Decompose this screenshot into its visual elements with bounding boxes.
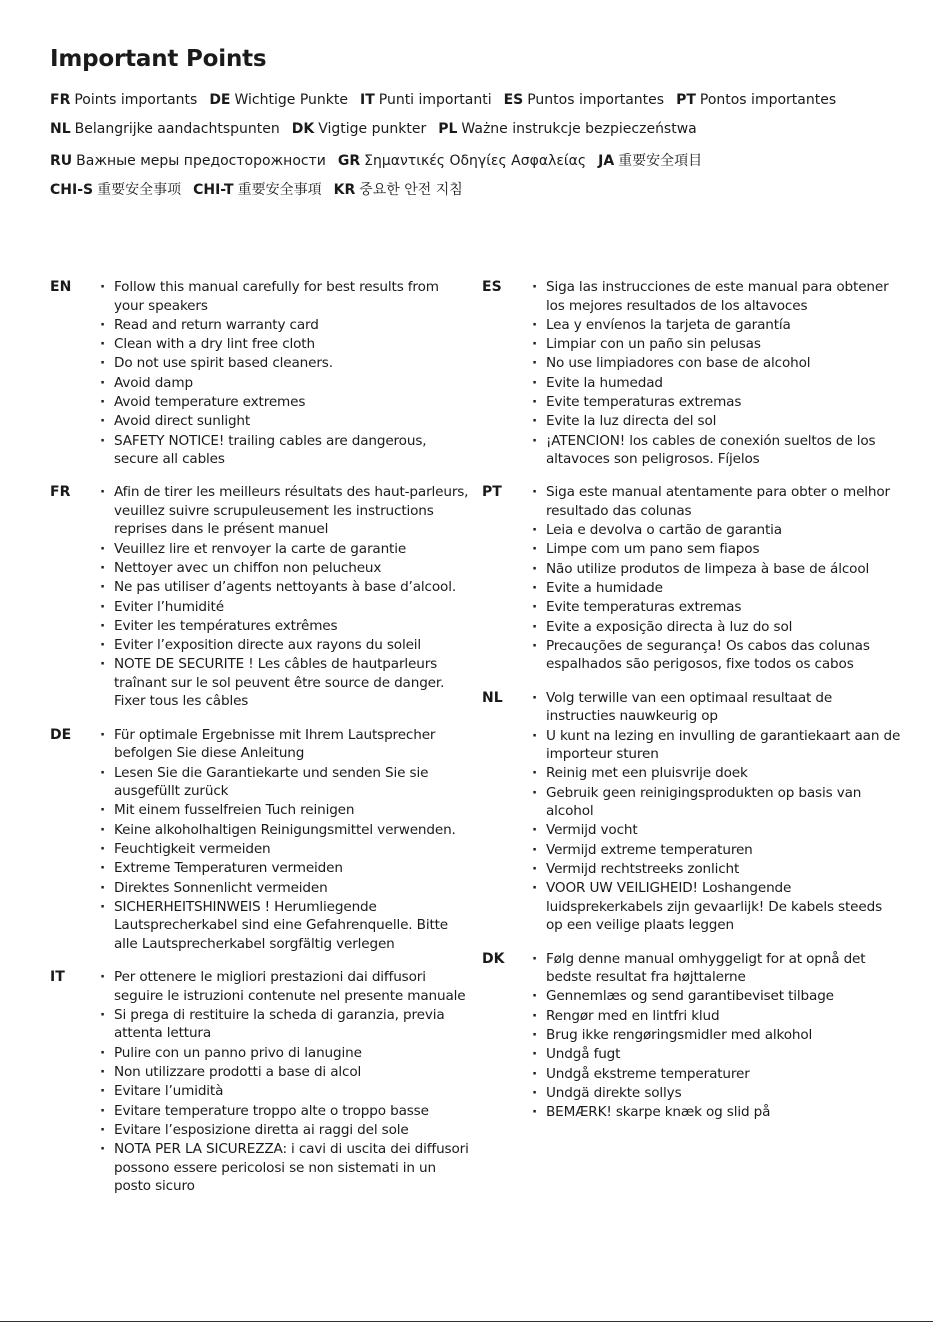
- instruction-item: · Evitare l’umidità: [100, 1082, 470, 1101]
- instruction-item: · Evite a exposição directa à luz do sol: [532, 618, 902, 637]
- language-label: Pontos importantes: [699, 92, 837, 108]
- section-fr: [50, 483, 470, 711]
- instruction-item: · SAFETY NOTICE! trailing cables are dangerous, secure all cables: [100, 432, 470, 469]
- instruction-item: · Avoid direct sunlight: [100, 412, 470, 431]
- instruction-item: · NOTE DE SECURITE ! Les câbles de hautparleurs traînant sur le sol peuvent être source de danger. Fixer tous les câbles: [100, 655, 470, 711]
- section-language-code: PT: [482, 484, 502, 501]
- language-entry: [438, 121, 697, 137]
- instruction-item: · Feuchtigkeit vermeiden: [100, 840, 470, 859]
- language-label: 중요한 안전 지침: [359, 182, 463, 198]
- instruction-list: [100, 726, 470, 954]
- left-column: [50, 278, 470, 1211]
- language-label: Важные меры предосторожности: [76, 153, 326, 169]
- instruction-item: · Lesen Sie die Garantiekarte und senden Sie sie ausgefüllt zurück: [100, 764, 470, 801]
- language-index: [50, 92, 910, 208]
- language-label: Punti importanti: [378, 92, 492, 108]
- language-line: [50, 92, 910, 121]
- section-language-code: DE: [50, 726, 72, 743]
- instruction-list: [532, 278, 902, 469]
- language-label: Σημαντικές Οδηγίες Ασφαλείας: [364, 153, 587, 169]
- language-entry: [193, 182, 322, 198]
- language-code: RU: [50, 153, 73, 169]
- language-code: DE: [209, 92, 231, 108]
- instruction-item: · Evite a humidade: [532, 579, 902, 598]
- instruction-list: [532, 483, 902, 674]
- language-line: [50, 179, 910, 208]
- language-code: FR: [50, 92, 71, 108]
- language-code: PT: [676, 92, 696, 108]
- bottom-rule: [0, 1321, 933, 1322]
- language-entry: [50, 182, 181, 198]
- instruction-item: · Eviter l’exposition directe aux rayons du soleil: [100, 636, 470, 655]
- instruction-item: · Limpe com um pano sem fiapos: [532, 540, 902, 559]
- instruction-item: · SICHERHEITSHINWEIS ! Herumliegende Lautsprecherkabel sind eine Gefahrenquelle. Bitte alle Lautsprecherkabel sorgfältig verlegen: [100, 898, 470, 954]
- language-entry: [360, 92, 492, 108]
- section-language-code: EN: [50, 279, 72, 295]
- language-entry: [292, 121, 426, 137]
- language-label: Vigtige punkter: [318, 121, 427, 137]
- instruction-list: [532, 689, 902, 936]
- instruction-item: · Limpiar con un paño sin pelusas: [532, 335, 902, 354]
- instruction-item: · Für optimale Ergebnisse mit Ihrem Lautsprecher befolgen Sie diese Anleitung: [100, 726, 470, 763]
- instruction-item: · Siga las instrucciones de este manual para obtener los mejores resultados de los altavoces: [532, 278, 902, 315]
- right-column: [482, 278, 902, 1137]
- language-code: ES: [503, 92, 524, 108]
- language-code: GR: [337, 153, 361, 169]
- instruction-item: · Keine alkoholhaltigen Reinigungsmittel verwenden.: [100, 821, 470, 840]
- instruction-item: · Clean with a dry lint free cloth: [100, 335, 470, 354]
- language-code: NL: [50, 121, 71, 137]
- instruction-item: · Undgå ekstreme temperaturer: [532, 1065, 902, 1084]
- language-code: CHI-S: [50, 182, 94, 198]
- instruction-item: · Leia e devolva o cartão de garantia: [532, 521, 902, 540]
- language-label: Wichtige Punkte: [234, 92, 348, 108]
- section-language-code: IT: [50, 969, 65, 986]
- instruction-item: · NOTA PER LA SICUREZZA: i cavi di uscita dei diffusori possono essere pericolosi se non sistemati in un posto sicuro: [100, 1140, 470, 1196]
- instruction-item: · VOOR UW VEILIGHEID! Loshangende luidsprekerkabels zijn gevaarlijk! De kabels steeds op een veilige plaats leggen: [532, 879, 902, 935]
- language-entry: [334, 182, 463, 198]
- instruction-item: · Lea y envíenos la tarjeta de garantía: [532, 316, 902, 335]
- instruction-item: · Precauções de segurança! Os cabos das colunas espalhados são perigosos, fixe todos os cabos: [532, 637, 902, 674]
- instruction-item: · Evite temperaturas extremas: [532, 393, 902, 412]
- instruction-item: · Follow this manual carefully for best results from your speakers: [100, 278, 470, 315]
- instruction-list: [532, 950, 902, 1123]
- language-label: Ważne instrukcje bezpieczeństwa: [461, 121, 697, 137]
- language-line: [50, 150, 910, 179]
- instruction-item: · Evite la humedad: [532, 374, 902, 393]
- language-entry: [209, 92, 348, 108]
- instruction-item: · Avoid temperature extremes: [100, 393, 470, 412]
- section-pt: [482, 483, 902, 674]
- instruction-item: · Evitare l’esposizione diretta ai raggi del sole: [100, 1121, 470, 1140]
- instruction-list: [100, 483, 470, 711]
- language-label: 重要安全項目: [618, 153, 703, 169]
- instruction-item: · No use limpiadores con base de alcohol: [532, 354, 902, 373]
- instruction-item: · Brug ikke rengøringsmidler med alkohol: [532, 1026, 902, 1045]
- section-language-code: NL: [482, 689, 503, 706]
- language-entry: [338, 153, 586, 169]
- language-entry: [504, 92, 664, 108]
- instruction-item: · Vermijd vocht: [532, 821, 902, 840]
- instruction-item: · ¡ATENCION! los cables de conexión sueltos de los altavoces son peligrosos. Fíjelos: [532, 432, 902, 469]
- section-language-code: DK: [482, 950, 505, 967]
- language-code: IT: [359, 92, 375, 108]
- instruction-item: · Gennemlæs og send garantibeviset tilbage: [532, 987, 902, 1006]
- language-code: PL: [438, 121, 458, 137]
- instruction-item: · Mit einem fusselfreien Tuch reinigen: [100, 801, 470, 820]
- instruction-item: · Evite la luz directa del sol: [532, 412, 902, 431]
- language-entry: [676, 92, 836, 108]
- instruction-item: · Per ottenere le migliori prestazioni dai diffusori seguire le istruzioni contenute nel presente manuale: [100, 968, 470, 1005]
- language-label: Puntos importantes: [527, 92, 665, 108]
- language-code: KR: [333, 182, 356, 198]
- instruction-item: · Nettoyer avec un chiffon non pelucheux: [100, 559, 470, 578]
- instruction-item: · Vermijd extreme temperaturen: [532, 841, 902, 860]
- language-code: DK: [291, 121, 315, 137]
- instruction-item: · Afin de tirer les meilleurs résultats des haut-parleurs, veuillez suivre scrupuleusement les instructions reprises dans le présent manuel: [100, 483, 470, 539]
- language-entry: [50, 121, 280, 137]
- instruction-item: · Do not use spirit based cleaners.: [100, 354, 470, 373]
- page-title: Important Points: [50, 46, 267, 72]
- instruction-item: · Evitare temperature troppo alte o troppo basse: [100, 1102, 470, 1121]
- language-label: Points importants: [74, 92, 198, 108]
- language-label: Belangrijke aandachtspunten: [74, 121, 280, 137]
- language-entry: [598, 153, 702, 169]
- section-it: [50, 968, 470, 1196]
- language-entry: [50, 153, 326, 169]
- instruction-item: · Rengør med en lintfri klud: [532, 1007, 902, 1026]
- instruction-item: · Avoid damp: [100, 374, 470, 393]
- instruction-item: · Undgä direkte sollys: [532, 1084, 902, 1103]
- section-language-code: FR: [50, 484, 71, 501]
- instruction-item: · Ne pas utiliser d’agents nettoyants à base d’alcool.: [100, 578, 470, 597]
- instruction-item: · Undgå fugt: [532, 1045, 902, 1064]
- instruction-item: · Non utilizzare prodotti a base di alcol: [100, 1063, 470, 1082]
- instruction-item: · Reinig met een pluisvrije doek: [532, 764, 902, 783]
- instruction-item: · Extreme Temperaturen vermeiden: [100, 859, 470, 878]
- language-code: JA: [598, 153, 615, 169]
- instruction-list: [100, 968, 470, 1196]
- instruction-item: · Evite temperaturas extremas: [532, 598, 902, 617]
- instruction-item: · BEMÆRK! skarpe knæk og slid på: [532, 1103, 902, 1122]
- instruction-item: · Não utilize produtos de limpeza à base de álcool: [532, 560, 902, 579]
- instruction-item: · Vermijd rechtstreeks zonlicht: [532, 860, 902, 879]
- instruction-item: · Gebruik geen reinigingsprodukten op basis van alcohol: [532, 784, 902, 821]
- instruction-list: [100, 278, 470, 469]
- section-es: [482, 278, 902, 469]
- language-entry: [50, 92, 197, 108]
- section-nl: [482, 689, 902, 936]
- language-code: CHI-T: [193, 182, 234, 198]
- language-line: [50, 121, 910, 150]
- instruction-item: · Veuillez lire et renvoyer la carte de garantie: [100, 540, 470, 559]
- instruction-item: · Read and return warranty card: [100, 316, 470, 335]
- instruction-item: · Eviter l’humidité: [100, 598, 470, 617]
- instruction-item: · Volg terwille van een optimaal resultaat de instructies nauwkeurig op: [532, 689, 902, 726]
- instruction-item: · Følg denne manual omhyggeligt for at opnå det bedste resultat fra højttalerne: [532, 950, 902, 987]
- instruction-item: · Pulire con un panno privo di lanugine: [100, 1044, 470, 1063]
- language-label: 重要安全事项: [97, 182, 182, 198]
- instruction-item: · Si prega di restituire la scheda di garanzia, previa attenta lettura: [100, 1006, 470, 1043]
- section-en: [50, 278, 470, 469]
- instruction-item: · Direktes Sonnenlicht vermeiden: [100, 879, 470, 898]
- instruction-item: · U kunt na lezing en invulling de garantiekaart aan de importeur sturen: [532, 727, 902, 764]
- section-de: [50, 726, 470, 954]
- instruction-item: · Eviter les températures extrêmes: [100, 617, 470, 636]
- section-dk: [482, 950, 902, 1123]
- instruction-item: · Siga este manual atentamente para obter o melhor resultado das colunas: [532, 483, 902, 520]
- language-label: 重要安全事項: [237, 182, 322, 198]
- section-language-code: ES: [482, 279, 502, 295]
